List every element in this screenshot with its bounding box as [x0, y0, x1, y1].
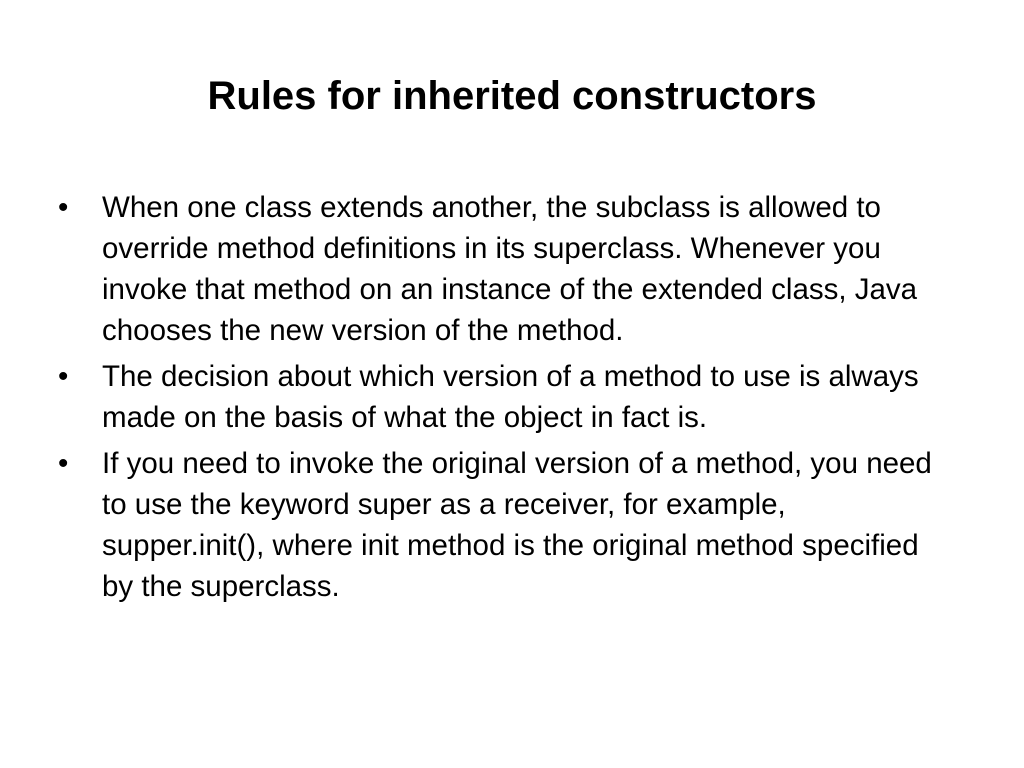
- slide-title: Rules for inherited constructors: [207, 74, 817, 118]
- bullet-item: [56, 443, 956, 607]
- bullet-icon: •: [58, 360, 69, 393]
- bullet-text: When one class extends another, the subclass is allowed to override method definitions in its superclass. Whenever you invoke that method on an instance of the extended class, Java chooses the new version of the method.: [102, 191, 918, 347]
- bullet-icon: •: [58, 447, 69, 480]
- bullet-icon: •: [58, 191, 69, 224]
- bullet-item: [56, 187, 956, 351]
- bullet-text: The decision about which version of a method to use is always made on the basis of what the object in fact is.: [102, 360, 919, 434]
- bullet-text: If you need to invoke the original version of a method, you need to use the keyword super as a receiver, for example, supper.init(), where init method is the original method specified by the superclass.: [102, 447, 932, 603]
- bullet-item: [56, 356, 956, 438]
- bullet-list: [56, 187, 956, 612]
